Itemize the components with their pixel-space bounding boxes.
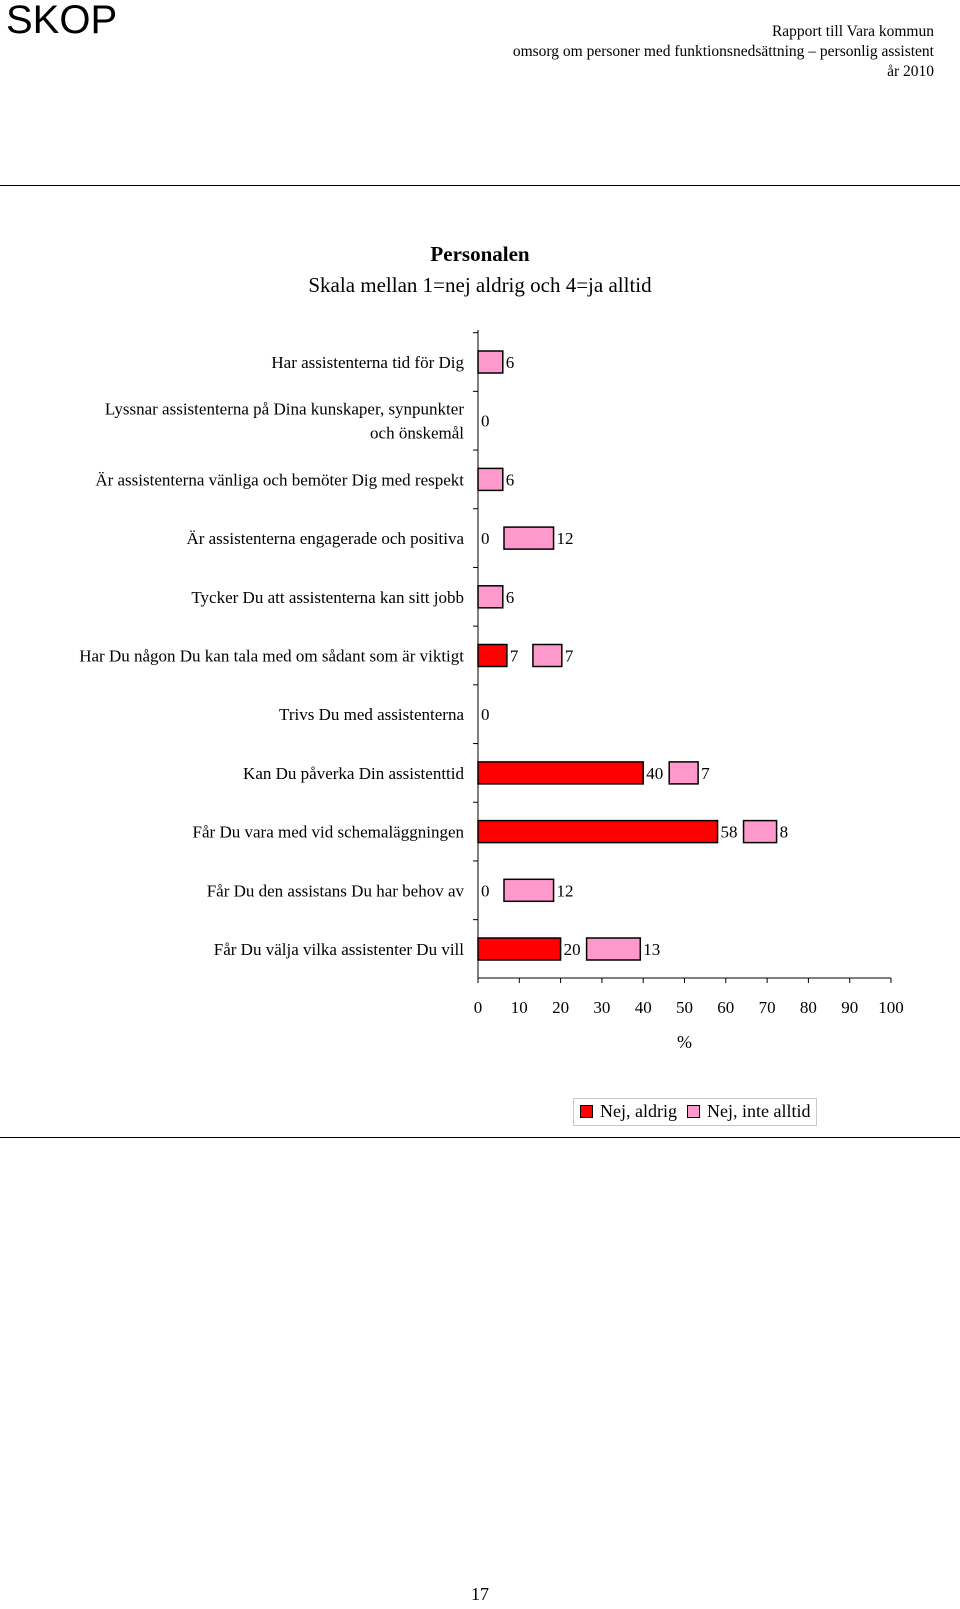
data-label-nej-aldrig-ar-assistenterna-engagerade-och-positiva: 0 — [481, 529, 490, 549]
data-label-nej-inte-alltid-far-du-valja-vilka-assistenter-du-vill: 13 — [643, 940, 661, 959]
report-header — [513, 22, 934, 82]
footer-divider — [0, 1137, 960, 1138]
data-label-nej-aldrig-far-du-valja-vilka-assistenter-du-vill: 20 — [563, 940, 581, 959]
header-line-2: omsorg om personer med funktionsnedsättning – personlig assistent — [512, 43, 934, 60]
bar-nej-inte-alltid-far-du-vara-med-vid-schemalaggningen — [744, 821, 777, 843]
data-label-nej-inte-alltid-tycker-du-att-assistenterna-kan-sitt-jobb: 6 — [505, 587, 515, 607]
data-label-nej-inte-alltid-ar-assistenterna-engagerade-och-positiva: 12 — [556, 529, 574, 549]
x-axis-label: % — [677, 1032, 692, 1052]
legend-swatch-nej-aldrig — [580, 1105, 593, 1118]
data-label-nej-inte-alltid-far-du-den-assistans-du-har-behov-av: 12 — [556, 881, 574, 901]
data-label-nej-aldrig-lyssnar-assistenterna-pa-dina-kunskaper-synpunkter-och-onskemal: 0 — [481, 411, 490, 431]
chart-legend — [573, 1098, 817, 1126]
chart-area — [0, 330, 960, 1090]
chart-subtitle: Skala mellan 1=nej aldrig och 4=ja alltid — [308, 273, 652, 297]
bar-nej-aldrig-kan-du-paverka-din-assistenttid — [478, 762, 643, 784]
data-label-nej-inte-alltid-har-assistenterna-tid-for-dig: 6 — [505, 353, 515, 372]
data-label-nej-inte-alltid-far-du-vara-med-vid-schemalaggningen: 8 — [779, 822, 789, 842]
category-label-ar-assistenterna-vanliga-och-bemoter-dig-med-respekt: Är assistenterna vänliga och bemöter Dig med respekt — [95, 470, 464, 490]
chart-title: Personalen — [430, 242, 530, 266]
x-tick-label: 90 — [841, 998, 859, 1017]
data-label-nej-aldrig-har-du-nagon-du-kan-tala-med-om-sadant-som-ar-viktigt: 7 — [509, 646, 519, 666]
x-tick-label: 20 — [552, 998, 570, 1017]
category-label-har-du-nagon-du-kan-tala-med-om-sadant-som-ar-viktigt: Har Du någon Du kan tala med om sådant som är viktigt — [79, 646, 464, 666]
data-label-nej-inte-alltid-kan-du-paverka-din-assistenttid: 7 — [701, 763, 710, 783]
header-divider — [0, 185, 960, 186]
bar-nej-inte-alltid-ar-assistenterna-engagerade-och-positiva — [504, 527, 554, 549]
category-label-lyssnar-assistenterna-pa-dina-kunskaper-synpunkter-och-onskemal: Lyssnar assistenterna på Dina kunskaper, synpunkter — [104, 399, 464, 419]
x-tick-label: 80 — [799, 998, 817, 1017]
page-number: 17 — [471, 1584, 489, 1604]
category-label-har-assistenterna-tid-for-dig: Har assistenterna tid för Dig — [271, 353, 464, 372]
data-label-nej-aldrig-kan-du-paverka-din-assistenttid: 40 — [646, 763, 664, 783]
x-tick-label: 40 — [634, 998, 652, 1017]
x-tick-label: 50 — [676, 998, 693, 1017]
category-label-tycker-du-att-assistenterna-kan-sitt-jobb: Tycker Du att assistenterna kan sitt jobb — [191, 587, 464, 607]
bar-nej-aldrig-far-du-vara-med-vid-schemalaggningen — [478, 821, 718, 843]
category-label-ar-assistenterna-engagerade-och-positiva: Är assistenterna engagerade och positiva — [186, 529, 464, 549]
category-label-far-du-den-assistans-du-har-behov-av: Får Du den assistans Du har behov av — [206, 881, 464, 901]
bar-nej-aldrig-har-du-nagon-du-kan-tala-med-om-sadant-som-ar-viktigt — [478, 645, 507, 667]
skop-logo: SKOP — [6, 0, 118, 42]
x-tick-label: 100 — [878, 998, 904, 1017]
bar-nej-inte-alltid-tycker-du-att-assistenterna-kan-sitt-jobb — [478, 586, 503, 608]
bar-nej-inte-alltid-ar-assistenterna-vanliga-och-bemoter-dig-med-respekt — [478, 468, 503, 490]
bar-nej-inte-alltid-far-du-valja-vilka-assistenter-du-vill — [587, 938, 641, 960]
legend-label-nej-aldrig: Nej, aldrig — [600, 1101, 677, 1121]
header-line-1: Rapport till Vara kommun — [771, 23, 934, 40]
x-tick-label: 60 — [717, 998, 735, 1017]
header-line-3: år 2010 — [887, 63, 934, 80]
data-label-nej-inte-alltid-ar-assistenterna-vanliga-och-bemoter-dig-med-respekt: 6 — [505, 470, 515, 490]
x-tick-label: 30 — [593, 998, 611, 1017]
bar-nej-aldrig-far-du-valja-vilka-assistenter-du-vill — [478, 938, 561, 960]
bar-nej-inte-alltid-kan-du-paverka-din-assistenttid — [669, 762, 698, 784]
bar-nej-inte-alltid-far-du-den-assistans-du-har-behov-av — [504, 879, 554, 901]
bar-nej-inte-alltid-har-du-nagon-du-kan-tala-med-om-sadant-som-ar-viktigt — [533, 645, 562, 667]
x-tick-label: 70 — [758, 998, 776, 1017]
category-label-far-du-vara-med-vid-schemalaggningen: Får Du vara med vid schemaläggningen — [192, 822, 464, 842]
bar-nej-inte-alltid-har-assistenterna-tid-for-dig — [478, 351, 503, 373]
category-label-lyssnar-assistenterna-pa-dina-kunskaper-synpunkter-och-onskemal: och önskemål — [370, 423, 464, 443]
legend-swatch-nej-inte-alltid — [687, 1105, 700, 1118]
category-label-kan-du-paverka-din-assistenttid: Kan Du påverka Din assistenttid — [243, 763, 464, 783]
data-label-nej-aldrig-far-du-vara-med-vid-schemalaggningen: 58 — [720, 822, 738, 842]
data-label-nej-aldrig-trivs-du-med-assistenterna: 0 — [481, 705, 490, 725]
category-label-far-du-valja-vilka-assistenter-du-vill: Får Du välja vilka assistenter Du vill — [213, 940, 464, 959]
data-label-nej-inte-alltid-har-du-nagon-du-kan-tala-med-om-sadant-som-ar-viktigt: 7 — [564, 646, 574, 666]
category-label-trivs-du-med-assistenterna: Trivs Du med assistenterna — [279, 705, 464, 725]
data-label-nej-aldrig-far-du-den-assistans-du-har-behov-av: 0 — [481, 881, 490, 901]
legend-label-nej-inte-alltid: Nej, inte alltid — [706, 1101, 811, 1121]
x-tick-label: 0 — [473, 998, 483, 1017]
x-tick-label: 10 — [510, 998, 528, 1017]
